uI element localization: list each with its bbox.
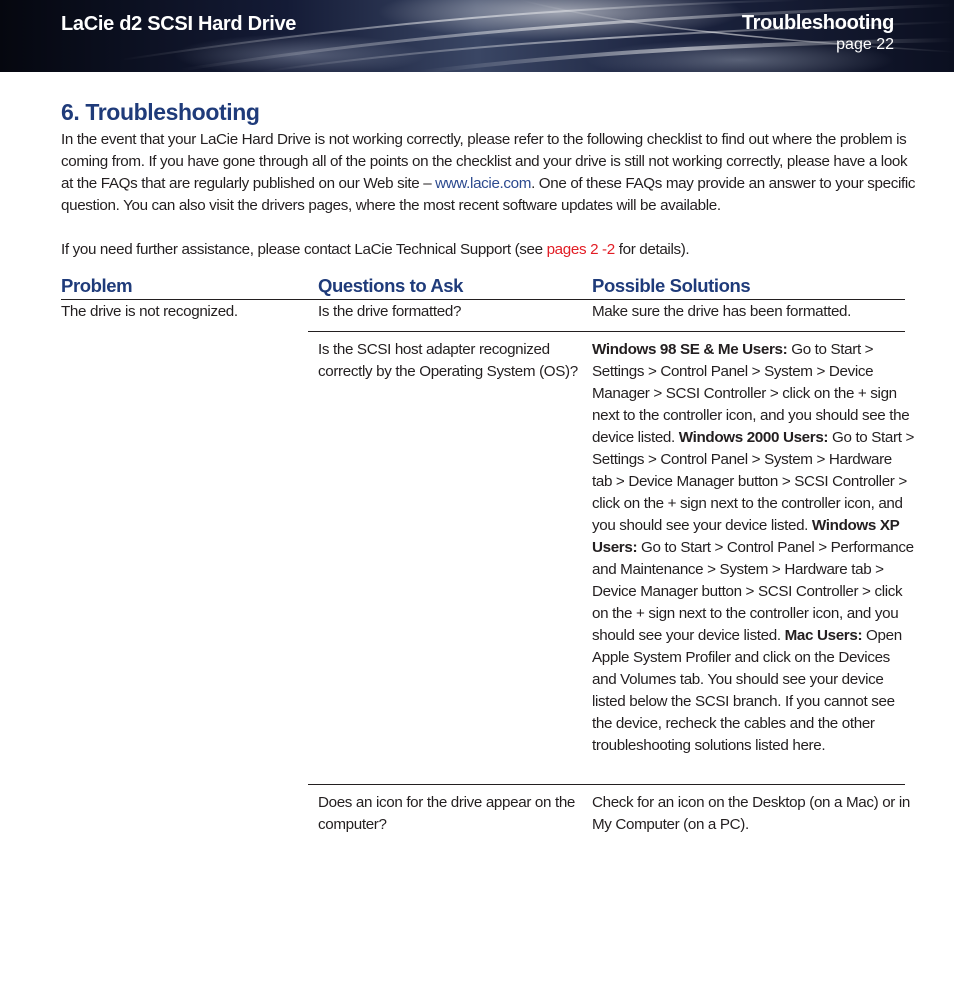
question-cell-2: Is the SCSI host adapter recognized correctly by the Operating System (OS)? <box>318 341 578 380</box>
solution-cell-3: Check for an icon on the Desktop (on a Mac) or in My Computer (on a PC). <box>592 794 910 833</box>
support-text-before: If you need further assistance, please contact LaCie Technical Support (see <box>61 241 547 258</box>
page-heading: 6. Troubleshooting <box>61 99 260 125</box>
column-header-solutions: Possible Solutions <box>592 275 751 296</box>
support-page-reference-link[interactable]: pages 2 -2 <box>546 241 615 258</box>
win98-text: Go to Start > Settings > Control Panel > System > Device Manager > SCSI Controller > click on the + sign next to the controller icon, and you should see the device listed. <box>592 341 910 446</box>
problem-cell: The drive is not recognized. <box>61 303 238 320</box>
mac-text: Open Apple System Profiler and click on the Devices and Volumes tab. You should see your device listed below the SCSI branch. If you cannot see the device, recheck the cables and the other troubleshooting solutions listed here. <box>592 627 902 754</box>
row-divider-1 <box>308 331 905 332</box>
question-cell-3: Does an icon for the drive appear on the computer? <box>318 794 576 833</box>
win2000-text: Go to Start > Settings > Control Panel > System > Hardware tab > Device Manager button > SCSI Controller > click on the + sign next to the controller icon, and you should see your device listed. <box>592 429 914 534</box>
question-cell-1: Is the drive formatted? <box>318 303 462 320</box>
winxp-label: Windows XP Users: <box>592 517 900 556</box>
solution-cell-1: Make sure the drive has been formatted. <box>592 303 852 320</box>
column-header-problem: Problem <box>61 275 133 296</box>
support-paragraph <box>61 239 921 261</box>
page-number: page 22 <box>836 36 894 53</box>
support-text-after: for details). <box>614 241 690 258</box>
row-divider-2 <box>308 784 905 785</box>
lacie-website-link[interactable]: www.lacie.com <box>435 175 532 192</box>
win2000-label: Windows 2000 Users: <box>678 429 829 446</box>
light-streaks-graphic <box>0 0 954 72</box>
winxp-text: Go to Start > Control Panel > Performance and Maintenance > System > Hardware tab > Device Manager button > SCSI Controller > click on the + sign next to the controller icon, and you should see your device listed. <box>592 539 914 644</box>
intro-text-1: In the event that your LaCie Hard Drive is not working correctly, please refer to the following checklist to find out where the problem is coming from. If you have gone through all of the points on the checklist and your drive is still not working correctly, please have a look at the FAQs that are regularly published on our Web site – <box>61 131 908 192</box>
intro-paragraph <box>61 129 921 217</box>
win98-label: Windows 98 SE & Me Users: <box>592 341 788 358</box>
table-header-rule <box>61 299 905 300</box>
mac-label: Mac Users: <box>784 627 863 644</box>
column-header-questions: Questions to Ask <box>318 275 464 296</box>
header-banner <box>0 0 954 72</box>
section-title: Troubleshooting <box>741 12 894 34</box>
document-title: LaCie d2 SCSI Hard Drive <box>61 13 297 35</box>
solution-cell-2 <box>592 339 914 757</box>
intro-text-2: . One of these FAQs may provide an answer to your specific question. You can also visit the drivers pages, where the most recent software updates will be available. <box>61 175 916 214</box>
